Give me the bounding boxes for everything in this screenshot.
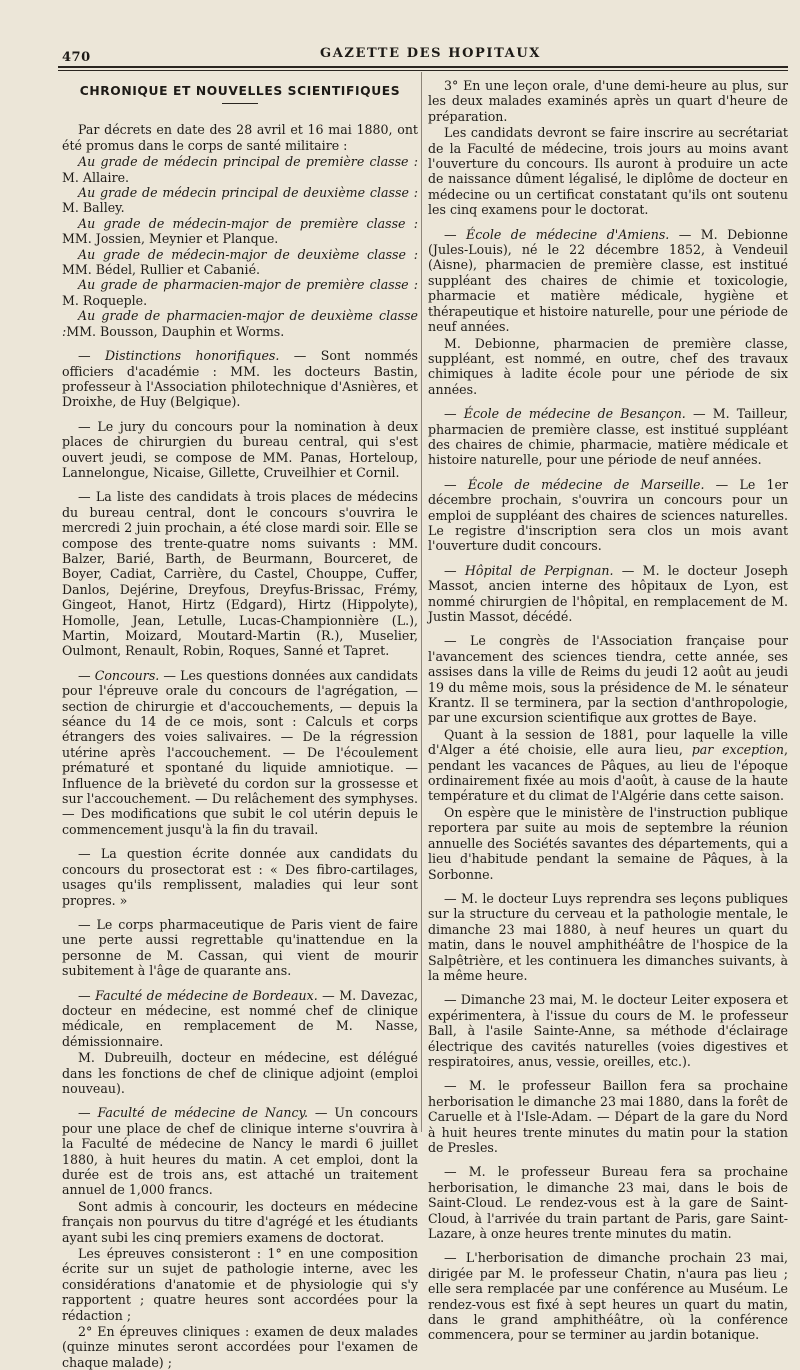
bureau-paragraph: — M. le professeur Bureau fera sa prochaine herborisation, le dimanche 23 mai, dans le bois de Saint-Cloud. Le rendez-vous est à la gare de Saint-Cloud, à l'arrivée du train partant de Paris, gare Saint-Lazare, à onze heures trente minutes du matin. — [428, 1164, 788, 1242]
section-title: CHRONIQUE ET NOUVELLES SCIENTIFIQUES — [79, 84, 401, 98]
leiter-paragraph: — Dimanche 23 mai, M. le docteur Leiter exposera et expérimentera, à l'issue du cours de M. le professeur Ball, à l'asile Sainte-Anne, sa méthode d'éclairage électrique des cavités naturelles (voies digestives et respiratoires, anus, vessie, oreilles, etc.). — [428, 992, 788, 1069]
session-1881-paragraph: Quant à la session de 1881, pour laquelle la ville d'Alger a été choisie, elle aura lieu, par exception, pendant les vacances de Pâques, au lieu de l'époque ordinairement fixée au mois d'août, à cause de la haute température et du climat de l'Algérie dans cette saison. — [428, 726, 788, 804]
running-head: GAZETTE DES HOPITAUX — [320, 46, 541, 61]
ministere-paragraph: On espère que le ministère de l'instruction publique reportera par suite au mois de septembre la réunion annuelle des Sociétés savantes des départements, qui a lieu d'habitude pendant la semaine de Pâques, à la Sorbonne. — [428, 804, 788, 882]
admis-paragraph: Sont admis à concourir, les docteurs en médecine français non pourvus du titre d'agrégé et les étudiants ayant subi les cinq premiers examens de doctorat. — [62, 1198, 418, 1245]
title-rule — [222, 103, 258, 104]
perpignan-paragraph: — Hôpital de Perpignan. — M. le docteur Joseph Massot, ancien interne des hôpitaux de Lyon, est nommé chirurgien de l'hôpital, en remplacement de M. Justin Massot, décédé. — [428, 562, 788, 624]
debionne-paragraph: M. Debionne, pharmacien de première classe, suppléant, est nommé, en outre, chef des travaux chimiques à ladite école pour une période de six années. — [428, 335, 788, 397]
luys-paragraph: — M. le docteur Luys reprendra ses leçons publiques sur la structure du cerveau et la pathologie mentale, le dimanche 23 mai 1880, à neuf heures un quart du matin, dans le nouvel amphithéâtre de l'hospice de la Salpêtrière, et les continuera les dimanches suivants, à la même heure. — [428, 890, 788, 983]
congres-paragraph: — Le congrès de l'Association française pour l'avancement des sciences tiendra, cette année, ses assises dans la ville de Reims du jeudi 12 août au jeudi 19 du même mois, sous la présidence de M. le sénateur Krantz. Il se terminera, par la section d'anthropologie, par une excursion scientifique aux grottes de Baye. — [428, 633, 788, 726]
concours-paragraph: — Concours. — Les questions données aux candidats pour l'épreuve orale du concours de l'agrégation, — section de chirurgie et d'accouchements, — depuis la séance du 14 de ce mois, sont : Calculs et corps étrangers des voies salivaires. — De la régression utérine après l'accouchement. — De l'écoulement prématuré et spontané du liquide amniotique. — Influence de la brièveté du cordon sur la grossesse et sur l'accouchement. — Du relâchement des symphyses. — Des modifications que subit le col utérin depuis le commencement jusqu'à la fin du travail. — [62, 667, 418, 837]
pharmaceutique-paragraph: — Le corps pharmaceutique de Paris vient de faire une perte aussi regrettable qu'inattendue en la personne de M. Cassan, qui vient de mourir subitement à l'âge de quarante ans. — [62, 916, 418, 979]
decree-item: Au grade de médecin principal de deuxième classe : M. Balley. — [62, 185, 418, 216]
decree-item: Au grade de pharmacien-major de deuxième classe :MM. Bousson, Dauphin et Worms. — [62, 308, 418, 339]
decree-item: Au grade de médecin-major de deuxième classe : MM. Bédel, Rullier et Cabanié. — [62, 246, 418, 278]
right-column — [428, 78, 788, 1343]
marseille-paragraph: — École de médecine de Marseille. — Le 1er décembre prochain, s'ouvrira un concours pour un emploi de suppléant des chaires de sciences naturelles. Le registre d'inscription sera clos un mois avant l'ouverture dudit concours. — [428, 476, 788, 554]
jury-paragraph: — Le jury du concours pour la nomination à deux places de chirurgien du bureau central, qui s'est ouvert jeudi, se compose de MM. Panas, Horteloup, Lannelongue, Nicaise, Gillette, Cruveilhier et Cornil. — [62, 418, 418, 480]
page-number: 470 — [62, 50, 91, 65]
header-rule — [58, 66, 788, 71]
candidats-paragraph: — La liste des candidats à trois places de médecins du bureau central, dont le concours s'ouvrira le mercredi 2 juin prochain, a été close mardi soir. Elle se compose des trente-quatre noms suivants : MM. Balzer, Barié, Barth, de Beurmann, Bourceret, de Boyer, Cadiat, Carrière, du Castel, Chouppe, Cuffer, Danlos, Dejérine, Dreyfous, Dreyfus-Brissac, Frémy, Gingeot, Hanot, Hirtz (Edgard), Hirtz (Hippolyte), Homolle, Jean, Letulle, Lucas-Championnière (L.), Martin, Moizard, Moutard-Martin (R.), Muselier, Oulmont, Renault, Robin, Roques, Sanné et Tapret. — [62, 489, 418, 659]
dubreuilh-paragraph: M. Dubreuilh, docteur en médecine, est délégué dans les fonctions de chef de clinique adjoint (emploi nouveau). — [62, 1050, 418, 1096]
epreuves-paragraph: Les épreuves consisteront : 1° en une composition écrite sur un sujet de pathologie interne, avec les considérations d'anatomie et de physiologie qui s'y rapportent ; quatre heures sont accordées pour la rédaction ; — [62, 1246, 418, 1323]
lecon-orale-paragraph: 3° En une leçon orale, d'une demi-heure au plus, sur les deux malades examinés après un quart d'heure de préparation. — [428, 78, 788, 124]
nancy-paragraph: — Faculté de médecine de Nancy. — Un concours pour une place de chef de clinique interne s'ouvrira à la Faculté de médecine de Nancy le mardi 6 juillet 1880, à huit heures du matin. A cet emploi, dont la durée est de trois ans, est attaché un traitement annuel de 1,000 francs. — [62, 1105, 418, 1198]
prosectorat-paragraph: — La question écrite donnée aux candidats du concours du prosectorat est : « Des fibro-cartilages, usages qu'ils remplissent, maladies qui leur sont propres. » — [62, 846, 418, 908]
decree-item: Au grade de pharmacien-major de première classe : M. Roqueple. — [62, 277, 418, 308]
column-separator — [421, 72, 422, 1132]
decree-intro: Par décrets en date des 28 avril et 16 mai 1880, ont été promus dans le corps de santé militaire : — [62, 122, 418, 153]
amiens-paragraph: — École de médecine d'Amiens. — M. Debionne (Jules-Louis), né le 22 décembre 1852, à Vendeuil (Aisne), pharmacien de première classe, est institué suppléant des chaires de chimie et toxicologie, pharmacie et matière médicale, hygiène et thérapeutique et histoire naturelle, pour une période de neuf années. — [428, 226, 788, 335]
chatin-paragraph: — L'herborisation de dimanche prochain 23 mai, dirigée par M. le professeur Chatin, n'aura pas lieu ; elle sera remplacée par une conférence au Muséum. Le rendez-vous est fixé à sept heures un quart du matin, dans le grand amphithéâtre, où la conférence commencera, pour se terminer au jardin botanique. — [428, 1250, 788, 1343]
decree-item: Au grade de médecin-major de première classe : MM. Jossien, Meynier et Planque. — [62, 215, 418, 247]
left-column — [62, 78, 419, 1370]
distinctions-paragraph: — Distinctions honorifiques. — Sont nommés officiers d'académie : MM. les docteurs Bastin, professeur à l'Association philotechnique d'Asnières, et Droixhe, de Huy (Belgique). — [62, 348, 419, 410]
baillon-paragraph: — M. le professeur Baillon fera sa prochaine herborisation le dimanche 23 mai 1880, dans la forêt de Caruelle et à l'Isle-Adam. — Départ de la gare du Nord à huit heures trente minutes du matin pour la station de Presles. — [428, 1078, 788, 1155]
besancon-paragraph: — École de médecine de Besançon. — M. Tailleur, pharmacien de première classe, est institué suppléant des chaires de chimie, pharmacie, matière médicale et histoire naturelle, pour une période de neuf années. — [428, 406, 788, 468]
inscription-paragraph: Les candidats devront se faire inscrire au secrétariat de la Faculté de médecine, trois jours au moins avant l'ouverture du concours. Ils auront à produire un acte de naissance dûment légalisé, le diplôme de docteur en médecine ou un certificat constatant qu'ils ont soutenu les cinq examens pour le doctorat. — [428, 125, 788, 218]
bordeaux-paragraph: — Faculté de médecine de Bordeaux. — M. Davezac, docteur en médecine, est nommé chef de clinique médicale, en remplacement de M. Nasse, démissionnaire. — [62, 987, 418, 1049]
decree-item: Au grade de médecin principal de première classe : M. Allaire. — [62, 154, 418, 185]
epreuves-cliniques-paragraph: 2° En épreuves cliniques : examen de deux malades (quinze minutes seront accordées pour l'examen de chaque malade) ; — [62, 1324, 418, 1370]
